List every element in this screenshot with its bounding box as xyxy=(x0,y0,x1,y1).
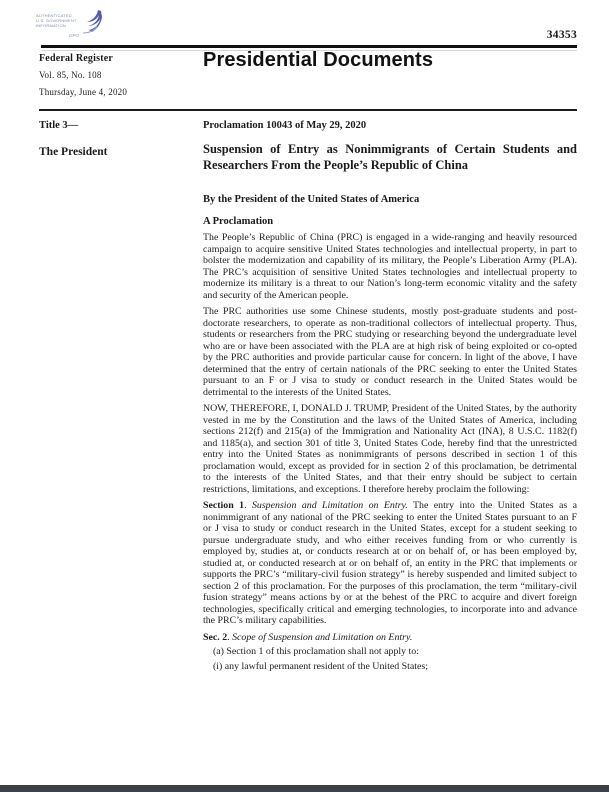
page-bottom-edge xyxy=(0,785,609,792)
section-1-punct: . xyxy=(244,500,247,511)
main-column xyxy=(203,120,577,672)
gpo-logo-line3: INFORMATION xyxy=(36,23,66,28)
section-2-name: Scope of Suspension and Limitation on Entry. xyxy=(232,631,413,643)
paragraph-1: The People’s Republic of China (PRC) is engaged in a wide-ranging and heavily resourced campaign to acquire sensitive United States technologies and intellectual property, in part to bolster the modernization and capability of its military, the People’s Liberation Army (PLA). The PRC’s acquisition of sensitive United States technologies and intellectual property to modernize its military is a threat to our Nation’s long-term economic vitality and the safety and security of the American people. xyxy=(203,232,577,301)
paragraph-3: NOW, THEREFORE, I, DONALD J. TRUMP, President of the United States, by the authority vested in me by the Constitution and the laws of the United States of America, including sections 212(f) and 215(a) of the Immigration and Nationality Act (INA), 8 U.S.C. 1182(f) and 1185(a), and section 301 of title 3, United States Code, hereby find that the unrestricted entry into the United States as nonimmigrants of persons described in section 1 of this proclamation would, except as provided for in section 2 of this proclamation, be detrimental to the interests of the United States, and that their entry should be subject to certain restrictions, limitations, and exceptions. I therefore hereby proclaim the following: xyxy=(203,403,577,495)
gpo-logo-text xyxy=(36,13,77,28)
section-1-paragraph xyxy=(203,500,577,627)
proclamation-number-line: Proclamation 10043 of May 29, 2020 xyxy=(203,120,367,131)
clause-i: (i) any lawful permanent resident of the United States; xyxy=(213,660,428,672)
left-column xyxy=(39,120,189,158)
paragraph-2: The PRC authorities use some Chinese students, mostly post-graduate students and post-doctorate researchers, to operate as non-traditional collectors of intellectual property. Thus, students or researchers from the PRC studying or researching beyond the undergraduate level who are or have been associated with the PLA are at high risk of being exploited or co-opted by the PRC authorities and provide particular cause for concern. In light of the above, I have determined that the entry of certain nationals of the PRC seeking to enter the United States pursuant to an F or J visa to study or conduct research in the United States would be detrimental to the interests of the United States. xyxy=(203,306,577,398)
gpo-logo-line2: U.S. GOVERNMENT xyxy=(36,18,77,23)
volume-line: Vol. 85, No. 108 xyxy=(39,70,102,80)
section-1-name: Suspension and Limitation on Entry. xyxy=(251,500,408,511)
section-2-paragraph xyxy=(203,632,577,644)
clause-a: (a) Section 1 of this proclamation shall not apply to: xyxy=(213,646,419,657)
header-rule-thick xyxy=(41,45,577,48)
section-1-label: Section 1 xyxy=(203,500,245,511)
gpo-logo-gpo-label: GPO xyxy=(69,33,80,38)
section-1-text: The entry into the United States as a nonimmigrant of any national of the PRC seeking to enter the United States pursuant to an F or J visa to study or conduct research in the United States, except for a student seeking to pursue undergraduate study, and who either receives funding from or who currently is employed by, studies at, or conducts research at or on behalf of, or has been employed by, studied at, or conducted research at or on behalf of, an entity in the PRC that implements or supports the PRC’s “military-civil fusion strategy” is hereby suspended and limited subject to section 2 of this proclamation. For the purposes of this proclamation, the term “military-civil fusion strategy” means actions by or at the behest of the PRC to acquire and divert foreign technologies, specifically critical and emerging technologies, to incorporate into and advance the PRC’s military capabilities. xyxy=(203,500,577,626)
section-2-label: Sec. 2 xyxy=(203,631,228,643)
gpo-eagle-icon xyxy=(78,9,104,37)
gpo-logo-line1: AUTHENTICATED xyxy=(36,13,72,18)
byline: By the President of the United States of America xyxy=(203,194,420,205)
page-number: 34353 xyxy=(546,29,577,41)
title3-label: Title 3— xyxy=(39,120,79,131)
masthead-rule xyxy=(39,109,577,111)
publication-title: Federal Register xyxy=(39,53,114,64)
proclamation-heading: A Proclamation xyxy=(203,216,274,227)
gpo-authenticated-logo xyxy=(36,9,104,37)
masthead xyxy=(39,53,127,97)
document-title: Suspension of Entry as Nonimmigrants of Certain Students and Researchers From the People’s Republic of China xyxy=(203,142,577,172)
the-president-label: The President xyxy=(39,146,108,158)
issue-date: Thursday, June 4, 2020 xyxy=(39,87,128,97)
section-2-punct: . xyxy=(227,631,230,643)
section-title: Presidential Documents xyxy=(203,49,434,71)
